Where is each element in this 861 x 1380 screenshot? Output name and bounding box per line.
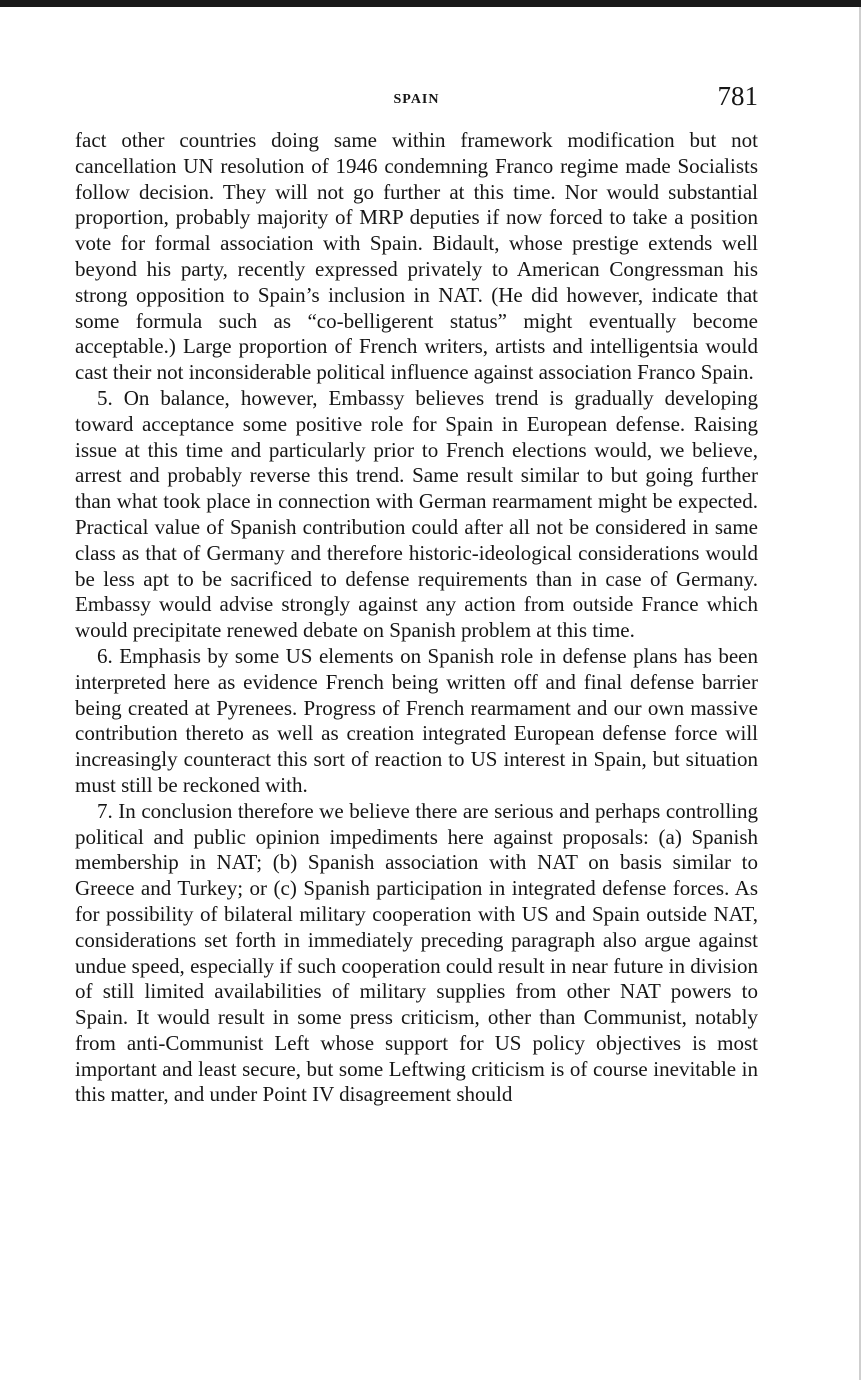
paragraph-6: 6. Emphasis by some US elements on Spanish role in defense plans has been interpreted here as evidence French being written off and final defense barrier being created at Pyrenees. Progress of French rearmament and our own massive contribution thereto as well as creation integrated European defense force will increasingly counteract this sort of reaction to US interest in Spain, but situation must still be reckoned with.	[75, 643, 758, 797]
paragraph-5: 5. On balance, however, Embassy believes trend is gradually developing toward acceptance some positive role for Spain in European defense. Raising issue at this time and particularly prior to French elections would, we believe, arrest and probably reverse this trend. Same result similar to but going further than what took place in connection with German rearmament might be expected. Practical value of Spanish contribution could after all not be considered in same class as that of Germany and therefore historic-ideological considerations would be less apt to be sacrificed to defense requirements than in case of Germany. Embassy would advise strongly against any action from outside France which would precipitate renewed debate on Spanish problem at this time.	[75, 385, 758, 643]
paragraph-continued: fact other countries doing same within framework modification but not cancellation UN resolution of 1946 condemning Franco regime made Socialists follow decision. They will not go further at this time. Nor would substantial proportion, probably majority of MRP deputies if now forced to take a position vote for formal association with Spain. Bidault, whose prestige extends well beyond his party, recently expressed privately to American Congressman his strong opposition to Spain’s inclusion in NAT. (He did however, indicate that some formula such as “co-belligerent status” might eventually become acceptable.) Large proportion of French writers, artists and intelligentsia would cast their not inconsiderable political influence against association Franco Spain.	[75, 128, 758, 385]
paragraph-7: 7. In conclusion therefore we believe there are serious and perhaps controlling political and public opinion impediments here against proposals: (a) Spanish membership in NAT; (b) Spanish association with NAT on basis similar to Greece and Turkey; or (c) Spanish participation in integrated defense forces. As for possibility of bilateral military cooperation with US and Spain outside NAT, considerations set forth in immediately preceding paragraph also argue against undue speed, especially if such cooperation could result in near future in division of still limited availabilities of military supplies from other NAT powers to Spain. It would result in some press criticism, other than Communist, notably from anti-Communist Left whose support for US policy objectives is most important and least secure, but some Leftwing criticism is of course inevitable in this matter, and under Point IV disagreement should	[75, 798, 758, 1107]
running-head: SPAIN	[393, 92, 440, 107]
page-number: 781	[717, 81, 758, 111]
page-top-border	[0, 0, 861, 7]
document-body	[75, 128, 758, 1108]
page-header	[75, 80, 758, 116]
